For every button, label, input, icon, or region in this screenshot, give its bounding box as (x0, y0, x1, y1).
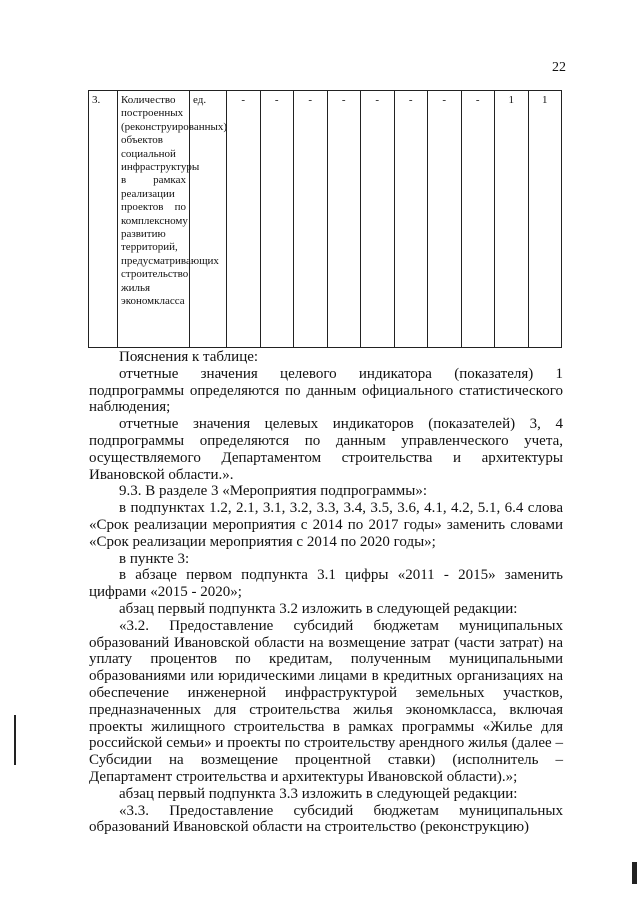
paragraph: абзац первый подпункта 3.2 изложить в следующей редакции: (119, 600, 518, 617)
document-body (89, 349, 563, 836)
paragraph: в абзаце первом подпункта 3.1 цифры «2011 - 2015» заменить цифрами «2015 - 2020»; (89, 567, 563, 601)
value-cell: - (227, 91, 261, 348)
value-cell: - (260, 91, 294, 348)
paragraph: «3.3. Предоставление субсидий бюджетам муниципальных образований Ивановской области на строительство (реконструкцию) (89, 802, 563, 836)
paragraph: «3.2. Предоставление субсидий бюджетам муниципальных образований Ивановской области на возмещение затрат (части затрат) на уплату процентов по кредитам, полученным муниципальными образованиями или юридическими лицами в кредитных организациях на обеспечение инженерной инфраструктурой земельных участков, предназначенных для строительства жилья экономкласса, включая проекты жилищного строительства в рамках программы «Жилье для российской семьи» и проекты по строительству арендного жилья (далее – Субсидии на возмещение процентной ставки) (исполнитель – Департамент строительства и архитектуры Ивановской области).»; (89, 617, 563, 785)
value-cell: - (394, 91, 428, 348)
paragraph: в пункте 3: (119, 550, 190, 567)
value-cell: 1 (495, 91, 529, 348)
value-cell: - (327, 91, 361, 348)
value-cell: - (461, 91, 495, 348)
paragraph: Пояснения к таблице: (119, 349, 259, 365)
value-cell: 1 (528, 91, 562, 348)
indicator-name: Количество построенных (реконструированных) объектов социальной инфраструктуры в рамках реализации проектов по комплексному развитию территорий, предусматривающих строительство жилья экономкласса (118, 91, 190, 348)
paragraph: отчетные значения целевого индикатора (показателя) 1 подпрограммы определяются по данным официального статистического наблюдения; (89, 365, 563, 416)
unit-cell: ед. (190, 91, 227, 348)
value-cell: - (294, 91, 328, 348)
row-number: 3. (89, 91, 118, 348)
paragraph: 9.3. В разделе 3 «Мероприятия подпрограммы»: (119, 483, 428, 500)
scan-artifact-mark (14, 715, 16, 765)
value-cell: - (428, 91, 462, 348)
paragraph: отчетные значения целевых индикаторов (показателей) 3, 4 подпрограммы определяются по данным управленческого учета, осуществляемого Департаментом строительства и архитектуры Ивановской области.». (89, 416, 563, 483)
paragraph: в подпунктах 1.2, 2.1, 3.1, 3.2, 3.3, 3.4, 3.5, 3.6, 4.1, 4.2, 5.1, 6.4 слова «Срок реализации мероприятия с 2014 по 2017 годы» заменить словами «Срок реализации мероприятия с 2014 по 2020 годы»; (89, 500, 563, 550)
table-row (89, 91, 562, 348)
paragraph: абзац первый подпункта 3.3 изложить в следующей редакции: (119, 785, 518, 802)
scan-artifact-mark (632, 862, 637, 884)
indicator-table (88, 90, 562, 348)
value-cell: - (361, 91, 395, 348)
page-number: 22 (552, 60, 566, 75)
